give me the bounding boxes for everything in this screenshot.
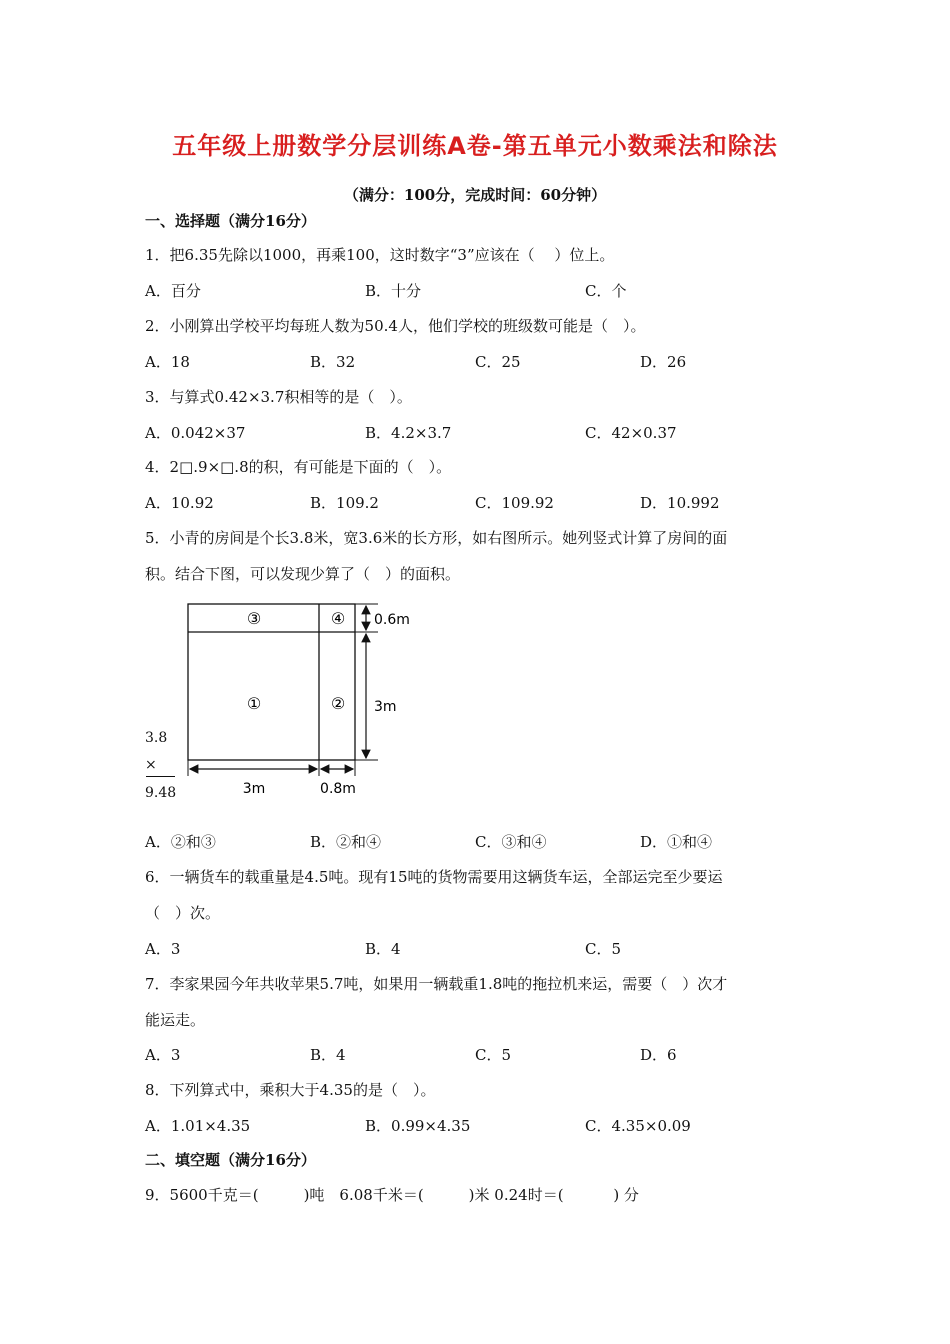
q2-option-c: C．25 [475,353,521,371]
section-heading-fill: 二、填空题（满分16分） [145,1151,316,1169]
q8-option-b: B．0.99×4.35 [365,1117,471,1135]
q3-option-b: B．4.2×3.7 [365,424,452,442]
question-7-line-2: 能运走。 [145,1011,206,1029]
q4-option-d: D．10.992 [640,494,720,512]
question-5-line-1: 5．小青的房间是个长3.8米，宽3.6米的长方形，如右图所示。她列竖式计算了房间的面 [145,529,728,547]
calc-result: 9.48 [145,785,177,801]
q2-option-a: A．18 [145,353,190,371]
question-4: 4．2□.9×□.8的积，有可能是下面的（ ）。 [145,458,452,476]
question-8: 8．下列算式中，乘积大于4.35的是（ ）。 [145,1081,436,1099]
dim-label-top: 0.6m [374,612,410,628]
q7-option-a: A．3 [145,1046,181,1064]
q5-option-a: A．②和③ [145,833,216,851]
q4-option-c: C．109.92 [475,494,554,512]
question-6-line-2: （ ）次。 [145,904,221,922]
section-heading-choice: 一、选择题（满分16分） [145,212,316,230]
question-3: 3．与算式0.42×3.7积相等的是（ ）。 [145,388,412,406]
room-area-diagram [140,596,430,806]
calc-multiplicand: 3.8 [145,730,168,746]
q8-option-a: A．1.01×4.35 [145,1117,251,1135]
q4-option-b: B．109.2 [310,494,379,512]
question-2: 2．小刚算出学校平均每班人数为50.4人，他们学校的班级数可能是（ ）。 [145,317,646,335]
q7-option-c: C．5 [475,1046,512,1064]
dim-label-bottom-right: 0.8m [320,781,356,797]
calc-times-sign: × [145,757,157,773]
q6-option-b: B．4 [365,940,401,958]
page-title: 五年级上册数学分层训练A卷-第五单元小数乘法和除法 [172,132,778,160]
q5-option-b: B．②和④ [310,833,382,851]
q6-option-c: C．5 [585,940,622,958]
question-6-line-1: 6．一辆货车的载重量是4.5吨。现有15吨的货物需要用这辆货车运，全部运完至少要运 [145,868,723,886]
q5-option-d: D．①和④ [640,833,713,851]
q7-option-b: B．4 [310,1046,346,1064]
dim-label-right: 3m [374,699,397,715]
dim-label-bottom-left: 3m [242,781,266,797]
q4-option-a: A．10.92 [145,494,214,512]
q1-option-c: C．个 [585,282,627,300]
q1-option-b: B．十分 [365,282,422,300]
q2-option-b: B．32 [310,353,356,371]
region-label-3: ③ [246,609,262,628]
q6-option-a: A．3 [145,940,181,958]
q2-option-d: D．26 [640,353,687,371]
region-label-1: ① [246,694,262,713]
q3-option-a: A．0.042×37 [145,424,246,442]
question-5-line-2: 积。结合下图，可以发现少算了（ ）的面积。 [145,565,461,583]
question-1: 1．把6.35先除以1000，再乘100，这时数字“3”应该在（ ）位上。 [145,246,615,264]
q3-option-c: C．42×0.37 [585,424,677,442]
question-9: 9．5600千克＝( )吨 6.08千米＝( )米 0.24时＝( ) 分 [145,1186,639,1204]
region-label-4: ④ [330,609,346,628]
q8-option-c: C．4.35×0.09 [585,1117,691,1135]
calc-rule [146,776,175,777]
q5-option-c: C．③和④ [475,833,547,851]
question-7-line-1: 7．李家果园今年共收苹果5.7吨，如果用一辆载重1.8吨的拖拉机来运，需要（ ）次才 [145,975,728,993]
region-label-2: ② [330,694,346,713]
q7-option-d: D．6 [640,1046,677,1064]
subtitle: （满分：100分，完成时间：60分钟） [343,186,607,204]
q1-option-a: A．百分 [145,282,201,300]
